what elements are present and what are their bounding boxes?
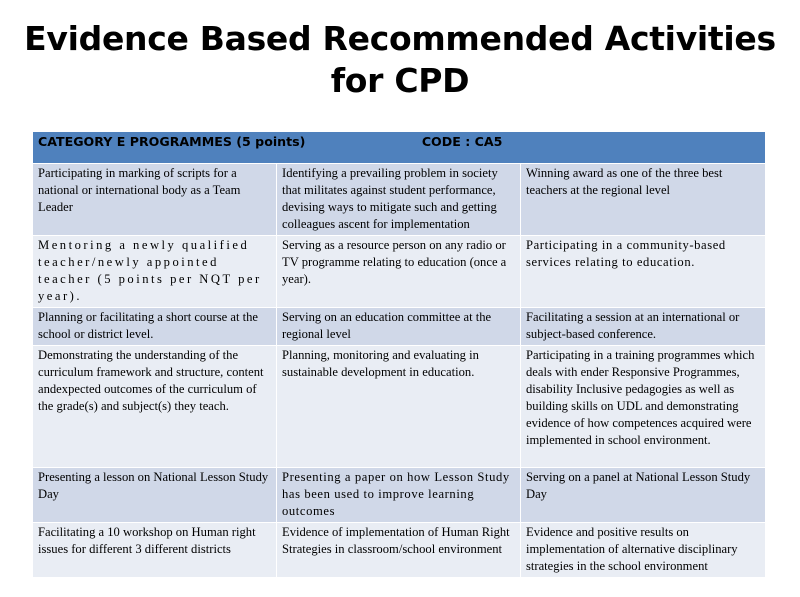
table-cell: Evidence of implementation of Human Right Strategies in classroom/school environment	[277, 523, 521, 578]
table-header-row	[33, 132, 766, 164]
page-title	[0, 18, 800, 102]
table-cell: Identifying a prevailing problem in society that militates against student performance, devising ways to mitigate such and getting colleagues ascent for implementation	[277, 164, 521, 236]
table-cell: Presenting a lesson on National Lesson Study Day	[33, 468, 277, 523]
table-cell	[33, 236, 277, 308]
table-header-cell	[33, 132, 766, 164]
table-row	[33, 523, 766, 578]
table-cell: Evidence and positive results on implementation of alternative disciplinary strategies in the school environment	[521, 523, 766, 578]
table-cell: Planning or facilitating a short course at the school or district level.	[33, 308, 277, 346]
table-cell: Presenting a paper on how Lesson Study has been used to improve learning outcomes	[277, 468, 521, 523]
table-cell: Facilitating a 10 workshop on Human right issues for different 3 different districts	[33, 523, 277, 578]
table-cell: Participating in a community-based services relating to education.	[521, 236, 766, 308]
table-cell: Demonstrating the understanding of the curriculum framework and structure, content andexpected outcomes of the curriculum of the grade(s) and subject(s) they teach.	[33, 346, 277, 468]
title-line-1: Evidence Based Recommended Activities	[24, 19, 776, 58]
cell-text: Mentoring a newly qualified teacher/newly appointed teacher (5 points per NQT per year).	[38, 238, 262, 303]
table-cell: Planning, monitoring and evaluating in sustainable development in education.	[277, 346, 521, 468]
code-label: CODE : CA5	[421, 134, 503, 149]
cpd-activities-table	[32, 131, 766, 578]
table-cell: Participating in a training programmes which deals with ender Responsive Programmes, disability Inclusive pedagogies as well as building skills on UDL and demonstrating evidence of how competences acquired were implemented in school environment.	[521, 346, 766, 468]
table-row	[33, 346, 766, 468]
table-row	[33, 164, 766, 236]
table-cell: Facilitating a session at an international or subject-based conference.	[521, 308, 766, 346]
table-cell: Serving on an education committee at the regional level	[277, 308, 521, 346]
table-cell: Winning award as one of the three best teachers at the regional level	[521, 164, 766, 236]
table-cell: Serving on a panel at National Lesson Study Day	[521, 468, 766, 523]
table-row	[33, 236, 766, 308]
table-row	[33, 468, 766, 523]
title-line-2: for CPD	[330, 61, 470, 100]
category-label: CATEGORY E PROGRAMMES (5 points)	[38, 134, 306, 149]
table-row	[33, 308, 766, 346]
table-cell: Serving as a resource person on any radio or TV programme relating to education (once a year).	[277, 236, 521, 308]
table-cell: Participating in marking of scripts for a national or international body as a Team Leader	[33, 164, 277, 236]
